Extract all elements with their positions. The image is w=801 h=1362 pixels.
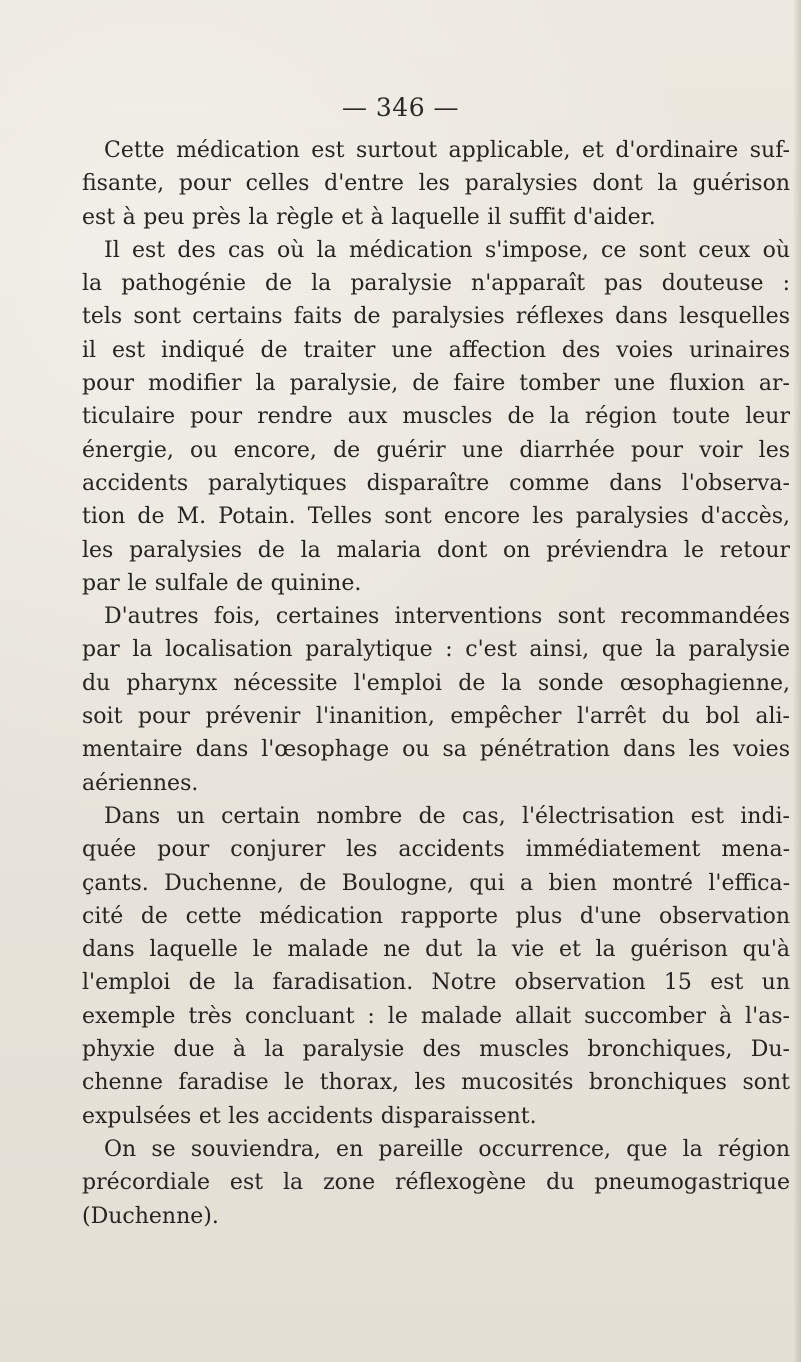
text-line: les paralysies de la malaria dont on préviendra le retour	[82, 537, 790, 563]
text-line: chenne faradise le thorax, les mucosités bronchiques sont	[82, 1070, 790, 1096]
text-line: Cette médication est surtout applicable, et d'ordinaire suf-	[104, 138, 790, 163]
text-line: tion de M. Potain. Telles sont encore les paralysies d'accès,	[82, 504, 790, 530]
text-line: (Duchenne).	[82, 1203, 219, 1229]
text-line: soit pour prévenir l'inanition, empêcher l'arrêt du bol ali-	[82, 704, 790, 730]
text-line: quée pour conjurer les accidents immédiatement mena-	[82, 837, 790, 863]
page-edge-shadow	[793, 0, 801, 1362]
text-line: tels sont certains faits de paralysies réflexes dans lesquelles	[82, 304, 790, 330]
text-line: énergie, ou encore, de guérir une diarrhée pour voir les	[82, 437, 790, 463]
text-line: du pharynx nécessite l'emploi de la sonde œsophagienne,	[82, 670, 790, 696]
text-line: Il est des cas où la médication s'impose, ce sont ceux où	[104, 237, 790, 263]
text-line: aériennes.	[82, 770, 199, 796]
text-line: mentaire dans l'œsophage ou sa pénétration dans les voies	[82, 737, 790, 763]
text-line: ticulaire pour rendre aux muscles de la région toute leur	[82, 404, 790, 430]
text-line: Dans un certain nombre de cas, l'électrisation est indi-	[104, 803, 790, 829]
text-line: expulsées et les accidents disparaissent.	[82, 1103, 537, 1129]
text-line: par la localisation paralytique : c'est ainsi, que la paralysie	[82, 637, 790, 663]
text-line: est à peu près la règle et à laquelle il suffit d'aider.	[82, 204, 656, 230]
text-line: précordiale est la zone réflexogène du pneumogastrique	[82, 1170, 790, 1196]
text-line: dans laquelle le malade ne dut la vie et la guérison qu'à	[82, 937, 790, 963]
text-line: il est indiqué de traiter une affection des voies urinaires	[82, 337, 790, 363]
text-line: fisante, pour celles d'entre les paralysies dont la guérison	[82, 171, 790, 197]
text-line: par le sulfale de quinine.	[82, 570, 362, 596]
text-line: pour modifier la paralysie, de faire tomber une fluxion ar-	[82, 371, 790, 397]
text-line: cité de cette médication rapporte plus d'une observation	[82, 903, 790, 929]
text-line: accidents paralytiques disparaître comme dans l'observa-	[82, 470, 790, 496]
text-line: çants. Duchenne, de Boulogne, qui a bien montré l'effica-	[82, 870, 790, 896]
text-line: phyxie due à la paralysie des muscles bronchiques, Du-	[82, 1037, 790, 1063]
text-line: On se souviendra, en pareille occurrence, que la région	[104, 1136, 790, 1162]
text-line: D'autres fois, certaines interventions sont recommandées	[104, 604, 790, 630]
text-line: la pathogénie de la paralysie n'apparaît pas douteuse :	[82, 271, 790, 297]
text-line: l'emploi de la faradisation. Notre observation 15 est un	[82, 970, 790, 996]
text-line: exemple très concluant : le malade allait succomber à l'as-	[82, 1003, 790, 1029]
page-number: — 346 —	[341, 93, 460, 122]
body-text	[82, 134, 790, 1233]
